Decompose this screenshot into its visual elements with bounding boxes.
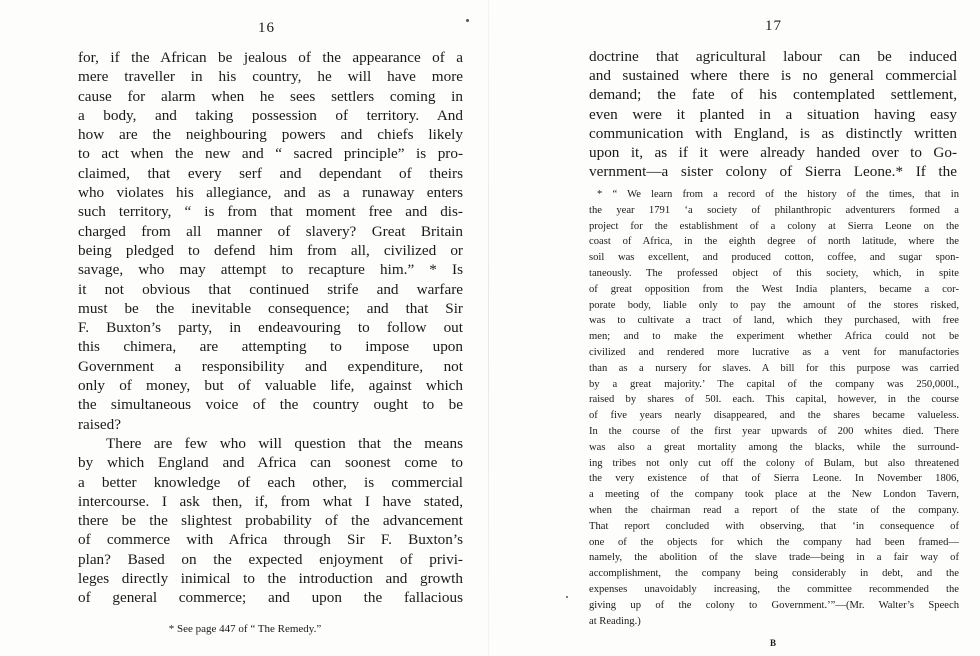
text-line: cause for alarm when he sees settlers coming in: [78, 87, 463, 105]
text-line: mere traveller in his country, he will have more: [78, 68, 463, 86]
text-line: plan? Based on the expected enjoyment of privi-: [78, 550, 463, 568]
footnote-line: taneously. The professed object of this society, which, in spite: [589, 267, 959, 279]
text-line: how are the neighbouring powers and chiefs likely: [78, 126, 463, 144]
text-line: charged from all manner of slavery? Great Britain: [78, 222, 463, 240]
footnote-line: soil was excellent, and produced cotton, coffee, and sugar spon-: [589, 252, 959, 264]
text-line: communication with England, is as distinctly written: [589, 124, 957, 142]
footnote-line: giving up of the colony to Government.’”—(Mr. Walter’s Speech: [589, 599, 959, 611]
text-line: such territory, “ is from that moment free and dis-: [78, 203, 463, 221]
text-line: to act when the new and “ sacred principle” is pro-: [78, 145, 463, 163]
text-line: intercourse. I ask then, if, from what I have stated,: [78, 492, 463, 510]
text-line: it not obvious that continued strife and warfare: [78, 280, 463, 298]
footnote-line: at Reading.): [589, 615, 641, 627]
text-line: leges directly inimical to the introduction and growth: [78, 570, 463, 588]
text-line: vernment—a sister colony of Sierra Leone.* If the: [589, 163, 957, 181]
text-line: even were it planted in a situation having easy: [589, 105, 957, 123]
text-line: upon it, as if it were already handed over to Go-: [589, 144, 957, 162]
text-line: the simultaneous voice of the country ought to be: [78, 396, 463, 414]
text-line: who violates his allegiance, and as a runaway enters: [78, 184, 463, 202]
footnote-line: of five years nearly disappeared, and the shares became valueless.: [589, 410, 959, 422]
footnote: [589, 187, 959, 629]
footnote-line: * “ We learn from a record of the history of the times, that in: [597, 189, 959, 200]
footnote-line: project for the establishment of a colony at Sierra Leone on the: [589, 220, 959, 232]
footnote-line: ing tribes not only cut off the colony of Bulam, but also threatened: [589, 457, 959, 469]
footnote-line: expenses unavoidably increasing, the committee recommended the: [589, 583, 959, 595]
footnote-line: when the chairman read a report of the state of the company.: [589, 504, 959, 516]
footnote-line: accomplishment, the company being considerably in debt, and the: [589, 568, 959, 580]
footnote-line: porate body, liable only to pay the amount of the stores risked,: [589, 299, 959, 311]
right-page: [490, 0, 980, 656]
text-line: for, if the African be jealous of the appearance of a: [78, 49, 463, 66]
footnote-line: namely, the abolition of the slave trade—being in a fair way of: [589, 552, 959, 564]
footnote-line: the very existence of that of Sierra Leone. In November 1806,: [589, 473, 959, 485]
page-number: 17: [765, 18, 782, 34]
text-line: Government a responsibility and expenditure, not: [78, 357, 463, 375]
text-line: doctrine that agricultural labour can be induced: [589, 48, 957, 65]
footnote-line: of great opposition from the West India planters, became a cor-: [589, 283, 959, 295]
signature-mark: B: [770, 638, 777, 648]
text-line: this chimera, are attempting to impose upon: [78, 338, 463, 356]
page-number: 16: [258, 20, 275, 36]
footnote-line: coast of Africa, in the eighth degree of north latitude, where the: [589, 236, 959, 248]
text-line: of commerce with Africa through Sir F. Buxton’s: [78, 531, 463, 549]
footnote-line: men; and to make the experiment whether Africa could not be: [589, 331, 959, 343]
footnote-line: civilized and rendered more lucrative as a vent for manufactories: [589, 346, 959, 358]
text-line: must be the inevitable consequence; and that Sir: [78, 299, 463, 317]
text-line: demand; the fate of his contemplated settlement,: [589, 86, 957, 104]
footnote-line: than as a nursery for slaves. A bill for this purpose was carried: [589, 362, 959, 374]
text-line: raised?: [78, 415, 122, 433]
footnote-line: one of the objects for which the company had been framed—: [589, 536, 959, 548]
text-line: by which England and Africa can soonest come to: [78, 454, 463, 472]
body-text: [78, 48, 463, 608]
text-line: of general commerce; and upon the fallacious: [78, 589, 463, 607]
text-line: there be the slightest probability of the advancement: [78, 512, 463, 530]
text-line: savage, who may attempt to recapture him.” * Is: [78, 261, 463, 279]
text-line: claimed, that every serf and dependant of theirs: [78, 164, 463, 182]
text-line: only of money, but of valuable life, against which: [78, 377, 463, 395]
text-line: and sustained where there is no general commercial: [589, 67, 957, 85]
footnote-line: was to cultivate a tract of land, which they purchased, with free: [589, 315, 959, 327]
text-line: a body, and taking possession of territory. And: [78, 106, 463, 124]
footnote-line: the year 1791 ‘a society of philanthropic adventurers formed a: [589, 204, 959, 216]
footnote-line: a meeting of the company took place at the New London Tavern,: [589, 489, 959, 501]
footnote-line: raised by shares of 50l. each. This capital, however, in the course: [589, 394, 959, 406]
footnote-line: In the course of the first year upwards of 200 whites died. There: [589, 425, 959, 437]
footnote-line: was also a great mortality among the blacks, while the surround-: [589, 441, 959, 453]
body-text: [589, 47, 957, 181]
text-line: being pledged to defend him from all, civilized or: [78, 241, 463, 259]
footnote: * See page 447 of “ The Remedy.”: [168, 623, 322, 635]
text-line: F. Buxton’s party, in endeavouring to follow out: [78, 319, 463, 337]
text-line: There are few who will question that the means: [106, 434, 463, 452]
footnote-line: by a great majority.’ The capital of the company was 250,000l.,: [589, 378, 959, 390]
text-line: a better knowledge of each other, is commercial: [78, 473, 463, 491]
footnote-line: That report concluded with observing, that ‘in consequence of: [589, 520, 959, 532]
